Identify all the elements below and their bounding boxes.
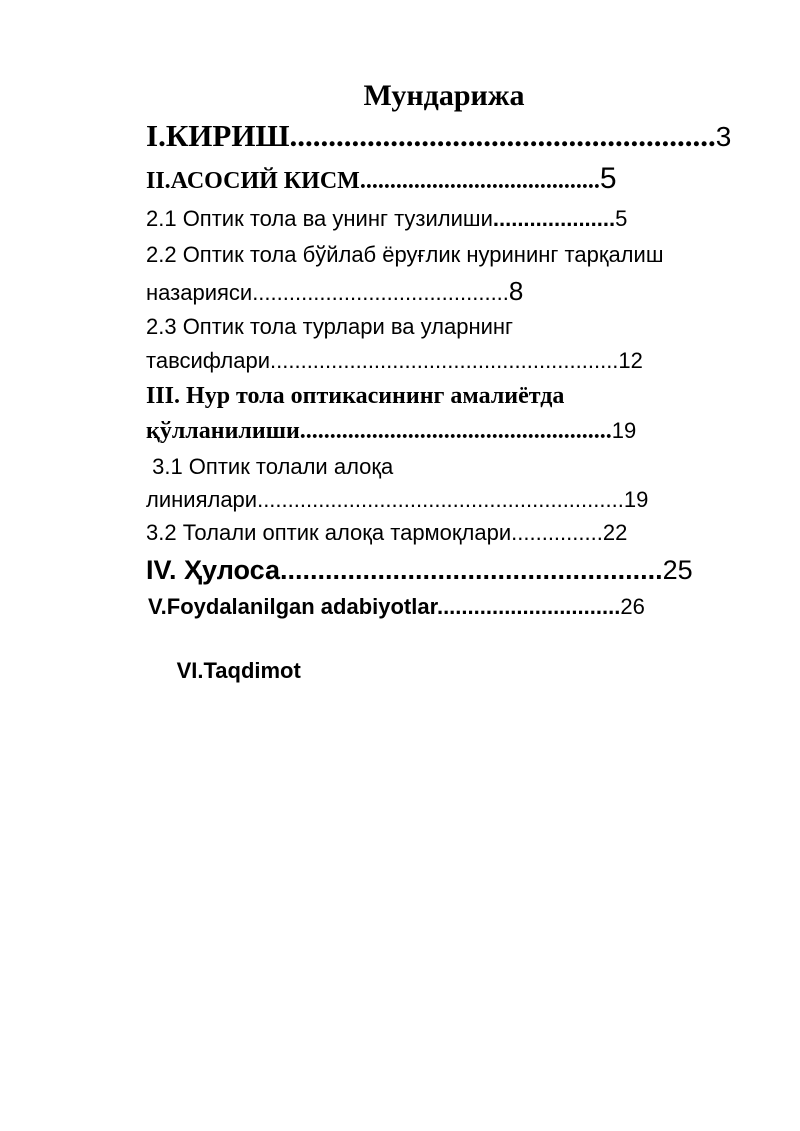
toc-entry-page: 8 [508, 276, 524, 306]
toc-entry-label: назарияси [146, 280, 253, 305]
toc-entry-page: 3 [715, 121, 732, 152]
toc-entry-introduction[interactable] [146, 118, 731, 155]
toc-entry-label: тавсифлари [146, 348, 271, 373]
toc-entry-chapter-3-line1[interactable]: III. Нур тола оптикасининг амалиётда [146, 383, 565, 409]
toc-entry-3-2[interactable] [146, 518, 627, 548]
toc-entry-label: 3.2 Толали оптик алоқа тармоқлари [146, 520, 512, 545]
toc-entry-label: V.Foydalanilgan adabiyotlar [148, 594, 437, 619]
toc-entry-2-2[interactable] [146, 276, 523, 308]
toc-entry-main-part[interactable] [146, 163, 617, 197]
toc-entry-page: 12 [618, 348, 643, 373]
toc-entry-label: линиялари [146, 487, 258, 512]
toc-entry-dots: ............... [511, 520, 603, 545]
toc-entry-dots: .......................................... [252, 280, 509, 305]
toc-entry-dots: ............................................................ [257, 487, 624, 512]
toc-entry-label: IV. Ҳулоса [146, 555, 280, 585]
toc-entry-dots: .............................. [436, 594, 621, 619]
toc-entry-label: қўлланилиши [146, 418, 300, 444]
toc-entry-page: 5 [599, 162, 617, 195]
toc-entry-page: 5 [615, 206, 628, 231]
toc-entry-presentation[interactable] [146, 626, 301, 716]
toc-entry-dots: ........................................ [359, 168, 600, 194]
toc-entry-2-3-line1[interactable]: 2.3 Оптик тола турлари ва уларнинг [146, 314, 514, 339]
toc-entry-dots: .................... [492, 206, 616, 231]
toc-entry-label: II.АСОСИЙ КИСМ [146, 168, 360, 194]
toc-entry-page: 22 [602, 520, 628, 545]
toc-entry-dots: ................................................... [280, 555, 663, 585]
toc-title: Мундарижа [363, 79, 525, 112]
toc-entry-conclusion[interactable] [146, 553, 693, 587]
toc-entry-label: VI.Taqdimot [170, 658, 301, 683]
toc-entry-2-3[interactable] [146, 346, 643, 376]
toc-entry-3-1[interactable] [146, 485, 648, 515]
toc-entry-dots: .................................................... [299, 418, 612, 444]
toc-entry-2-2-line1[interactable]: 2.2 Оптик тола бўйлаб ёруғлик нурининг тарқалиш [146, 242, 664, 267]
toc-entry-label: I.КИРИШ [146, 118, 290, 153]
toc-entry-label: 2.1 Оптик тола ва унинг тузилиши [146, 206, 493, 231]
toc-entry-2-1[interactable] [146, 204, 627, 234]
toc-entry-chapter-3[interactable] [146, 416, 636, 446]
toc-entry-references[interactable] [148, 592, 645, 622]
toc-entry-dots: ......................................................... [270, 348, 619, 373]
toc-entry-page: 26 [620, 594, 645, 619]
toc-entry-page: 19 [611, 418, 637, 443]
toc-entry-page: 25 [662, 555, 693, 585]
toc-entry-page: 19 [623, 487, 649, 512]
toc-entry-dots: ....................................................... [289, 118, 716, 153]
toc-entry-3-1-line1[interactable]: 3.1 Оптик толали алоқа [146, 454, 394, 479]
